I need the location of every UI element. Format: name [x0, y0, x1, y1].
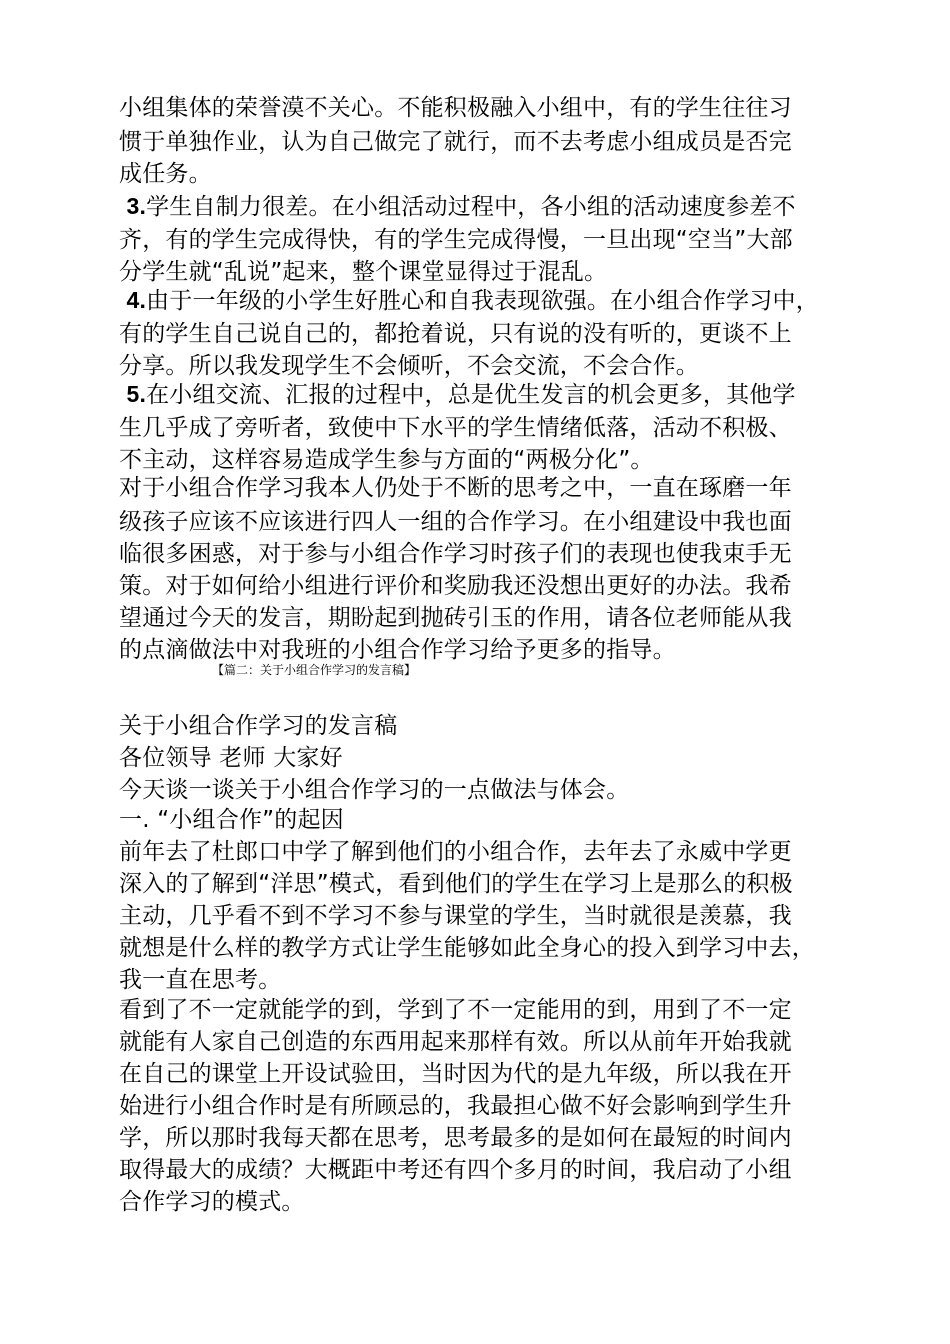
paragraph-line: 在自己的课堂上开设试验田，当时因为代的是九年级，所以我在开 — [119, 1061, 792, 1087]
paragraph-line: 生几乎成了旁听者，致使中下水平的学生情绪低落，活动不积极、 — [119, 415, 792, 441]
section-caption: 【篇二：关于小组合作学习的发言稿】 — [212, 663, 417, 677]
paragraph-line: 前年去了杜郎口中学了解到他们的小组合作，去年去了永威中学更 — [119, 839, 792, 865]
list-number: 3. — [126, 193, 147, 219]
paragraph-line: 的点滴做法中对我班的小组合作学习给予更多的指导。 — [119, 637, 676, 663]
paragraph-line: 深入的了解到“洋思”模式，看到他们的学生在学习上是那么的积极 — [119, 871, 793, 897]
paragraph-line: 齐，有的学生完成得快，有的学生完成得慢，一旦出现“空当”大部 — [119, 227, 793, 253]
paragraph-line: 策。对于如何给小组进行评价和奖励我还没想出更好的办法。我希 — [119, 573, 792, 599]
list-item-5 — [119, 380, 796, 409]
greeting-line: 各位领导 老师 大家好 — [119, 745, 343, 771]
paragraph-line: 分享。所以我发现学生不会倾听，不会交流，不会合作。 — [119, 353, 699, 379]
list-item-text: 在小组交流、汇报的过程中，总是优生发言的机会更多，其他学 — [146, 382, 796, 408]
paragraph-line: 级孩子应该不应该进行四人一组的合作学习。在小组建设中我也面 — [119, 509, 792, 535]
paragraph-line: 分学生就“乱说”起来，整个课堂显得过于混乱。 — [119, 259, 608, 285]
paragraph-line: 我一直在思考。 — [119, 967, 282, 993]
paragraph-line: 学，所以那时我每天都在思考，思考最多的是如何在最短的时间内 — [119, 1125, 792, 1151]
paragraph-line: 有的学生自己说自己的，都抢着说，只有说的没有听的，更谈不上 — [119, 321, 792, 347]
paragraph-line: 临很多困惑，对于参与小组合作学习时孩子们的表现也使我束手无 — [119, 541, 792, 567]
paragraph-line: 始进行小组合作时是有所顾忌的，我最担心做不好会影响到学生升 — [119, 1093, 792, 1119]
paragraph-line: 成任务。 — [119, 161, 212, 187]
paragraph-line: 望通过今天的发言，期盼起到抛砖引玉的作用，请各位老师能从我 — [119, 605, 792, 631]
paragraph-line: 小组集体的荣誉漠不关心。不能积极融入小组中，有的学生往往习 — [119, 95, 792, 121]
section-title: 关于小组合作学习的发言稿 — [119, 713, 398, 739]
paragraph-line: 就能有人家自己创造的东西用起来那样有效。所以从前年开始我就 — [119, 1029, 792, 1055]
list-number: 4. — [126, 287, 147, 313]
paragraph-line: 今天谈一谈关于小组合作学习的一点做法与体会。 — [119, 777, 630, 803]
paragraph-line: 惯于单独作业，认为自己做完了就行，而不去考虑小组成员是否完 — [119, 129, 792, 155]
list-item-4 — [119, 286, 819, 315]
list-item-text: 学生自制力很差。在小组活动过程中，各小组的活动速度参差不 — [146, 194, 796, 220]
paragraph-line: 看到了不一定就能学的到，学到了不一定能用的到，用到了不一定 — [119, 997, 792, 1023]
paragraph-line: 对于小组合作学习我本人仍处于不断的思考之中，一直在琢磨一年 — [119, 475, 792, 501]
paragraph-line: 合作学习的模式。 — [119, 1189, 305, 1215]
list-number: 5. — [126, 381, 147, 407]
paragraph-line: 就想是什么样的教学方式让学生能够如此全身心的投入到学习中去， — [119, 935, 815, 961]
paragraph-line: 取得最大的成绩？大概距中考还有四个多月的时间，我启动了小组 — [119, 1157, 792, 1183]
paragraph-line: 不主动，这样容易造成学生参与方面的“两极分化”。 — [119, 447, 654, 473]
list-item-3 — [119, 192, 796, 221]
paragraph-line: 主动，几乎看不到不学习不参与课堂的学生，当时就很是羡慕，我 — [119, 903, 792, 929]
subsection-heading: 一. “小组合作”的起因 — [119, 807, 344, 833]
list-item-text: 由于一年级的小学生好胜心和自我表现欲强。在小组合作学习中， — [146, 288, 819, 314]
